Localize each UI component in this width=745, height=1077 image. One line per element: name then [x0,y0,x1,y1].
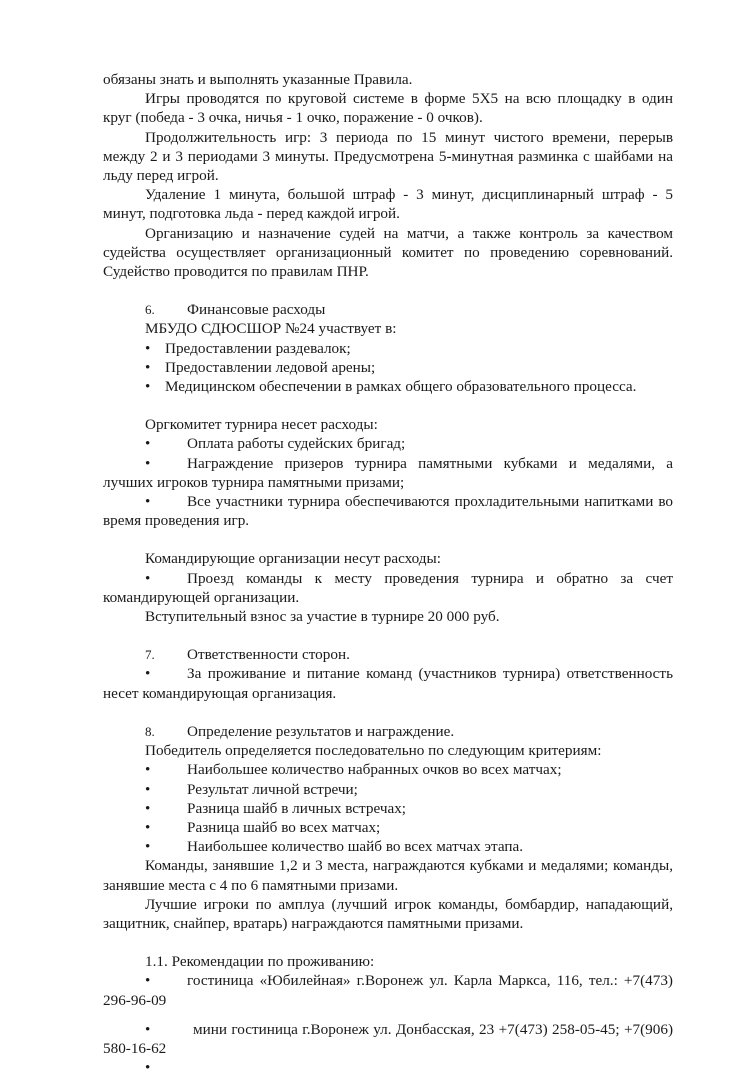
list-item: • Наибольшее количество шайб во всех матчах этапа. [145,838,524,856]
list-item: • мини гостиница г.Воронеж ул. Донбасская, 23 +7(473) 258-05-45; +7(906) 580-16-62 [103,1020,673,1057]
list-item: • Результат личной встречи; [145,780,358,798]
section-title: Финансовые расходы [187,301,326,319]
list-item: • За проживание и питание команд (участников турнира) ответственность несет командирующая организация. [103,665,673,702]
section-6-heading [103,300,673,319]
bullet-icon: • [145,493,151,511]
school-participation: МБУДО СДЮСШОР №24 участвует в: [145,320,397,338]
bullet-icon: • [145,780,151,798]
bullet-icon: • [145,339,151,357]
organizer-expenses: Оргкомитет турнира несет расходы: [145,416,378,434]
bullet-icon: • [145,454,151,472]
bullet-icon: • [145,569,151,587]
list-item: • Все участники турнира обеспечиваются прохладительными напитками во время проведения игр. [103,493,673,530]
paragraph-intro-end: обязаны знать и выполнять указанные Правила. [103,71,413,88]
section-number: 7. [145,647,155,663]
paragraph-penalty: Удаление 1 минута, большой штраф - 3 минут, дисциплинарный штраф - 5 минут, подготовка льда - перед каждой игрой. [103,186,673,223]
list-item: • Оплата работы судейских бригад; [145,435,406,453]
bullet-icon: • [145,1059,151,1077]
awards-paragraph: Команды, занявшие 1,2 и 3 места, награждаются кубками и медалями; команды, занявшие места с 4 по 6 памятными призами. [103,857,673,894]
bullet-icon: • [145,1020,151,1038]
list-item: • Медицинском обеспечении в рамках общего образовательного процесса. [145,378,637,396]
accommodation-heading: 1.1. Рекомендации по проживанию: [145,953,375,971]
paragraph-duration: Продолжительность игр: 3 периода по 15 минут чистого времени, перерыв между 2 и 3 периодами 3 минуты. Предусмотрена 5-минутная разминка с шайбами на льду перед игрой. [103,128,673,185]
bullet-icon: • [145,378,151,396]
bullet-icon: • [145,799,151,817]
bullet-icon: • [145,665,151,683]
document-body [103,70,673,1077]
paragraph-referee: Организацию и назначение судей на матчи, а также контроль за качеством судейства осуществляет организационный комитет по проведению соревнований. Судейство проводится по правилам ПНР. [103,224,673,281]
section-number: 8. [145,723,155,739]
section-number: 6. [145,302,155,318]
list-item: • гостиница «Юбилейная» г.Воронеж ул. Карла Маркса, 116, тел.: +7(473) 296-96-09 [103,972,673,1009]
bullet-icon: • [145,818,151,836]
paragraph-games: Игры проводятся по круговой системе в форме 5Х5 на всю площадку в один круг (победа - 3 очка, ничья - 1 очко, поражение - 0 очков). [103,90,673,127]
section-8-heading [103,722,673,741]
list-item: • Разница шайб в личных встречах; [145,799,407,817]
empty-list-item [103,1058,673,1077]
bullet-icon: • [145,358,151,376]
list-item: • Награждение призеров турнира памятными кубками и медалями, а лучших игроков турнира памятными призами; [103,454,673,491]
winner-criteria-intro: Победитель определяется последовательно по следующим критериям: [145,742,602,760]
list-item: • Предоставлении раздевалок; [145,339,351,357]
section-7-heading [103,645,673,664]
list-item: • Наибольшее количество набранных очков во всех матчах; [145,761,562,779]
best-players-paragraph: Лучшие игроки по амплуа (лучший игрок команды, бомбардир, нападающий, защитник, снайпер, вратарь) награждаются памятными призами. [103,895,673,932]
bullet-icon: • [145,838,151,856]
list-item: • Разница шайб во всех матчах; [145,818,381,836]
section-title: Ответственности сторон. [187,646,350,664]
list-item: • Предоставлении ледовой арены; [145,358,376,376]
bullet-icon: • [145,761,151,779]
team-expenses: Командирующие организации несут расходы: [145,550,441,568]
section-title: Определение результатов и награждение. [187,722,455,740]
list-item: • Проезд команды к месту проведения турнира и обратно за счет командирующей организации. [103,569,673,606]
bullet-icon: • [145,972,151,990]
bullet-icon: • [145,435,151,453]
entry-fee: Вступительный взнос за участие в турнире 20 000 руб. [145,608,500,626]
